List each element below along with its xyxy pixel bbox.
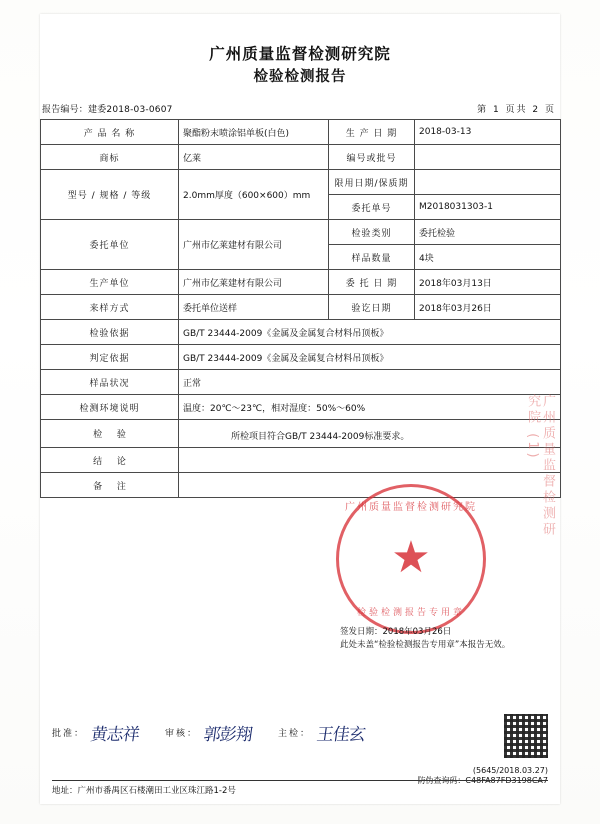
entrust-date-label: 委 托 日 期 — [329, 270, 415, 295]
seal-top-text: 广州质量监督检测研究院 — [345, 502, 477, 513]
qr-code-icon — [504, 714, 548, 758]
report-number: 报告编号：建委2018-03-0607 — [42, 105, 173, 116]
table-row — [41, 170, 561, 195]
report-header — [40, 14, 560, 88]
sample-state-label: 样品状况 — [41, 370, 179, 395]
seal-ring — [336, 484, 486, 634]
seal-bottom-text: 检验检测报告专用章 — [356, 608, 465, 618]
batch-label: 编号或批号 — [329, 145, 415, 170]
table-row — [41, 345, 561, 370]
inspection-type-label: 检验类别 — [329, 220, 415, 245]
criterion-label: 判定依据 — [41, 345, 179, 370]
manufacturer-value: 广州市亿莱建材有限公司 — [179, 270, 329, 295]
table-row — [41, 370, 561, 395]
basis-value: GB/T 23444-2009《金属及金属复合材料吊顶板》 — [179, 320, 561, 345]
entrust-no-label: 委托单号 — [329, 195, 415, 220]
remark-value — [179, 473, 561, 498]
table-row — [41, 448, 561, 473]
model-value: 2.0mm厚度（600×600）mm — [179, 170, 329, 220]
valid-date-value — [415, 170, 561, 195]
footer-address: 地址：广州市番禺区石楼潮田工业区珠江路1-2号 — [52, 786, 236, 796]
sampling-value: 委托单位送样 — [179, 295, 329, 320]
issue-disclaimer: 此处未盖“检验检测报告专用章”本报告无效。 — [340, 639, 511, 650]
inspect-label: 主检： — [278, 729, 312, 739]
review-group — [165, 720, 252, 745]
product-name-value: 聚酯粉末喷涂铝单板(白色) — [179, 120, 329, 145]
client-label: 委托单位 — [41, 220, 179, 270]
remark-label: 备 注 — [41, 473, 179, 498]
report-table — [40, 119, 561, 498]
conclusion-label: 结 论 — [41, 448, 179, 473]
manufacturer-label: 生产单位 — [41, 270, 179, 295]
footer-divider — [52, 780, 548, 781]
inspect-group — [278, 720, 365, 745]
side-seal-text: 广州质量监督检测研究院 (1) — [525, 394, 555, 538]
basis-label: 检验依据 — [41, 320, 179, 345]
received-date-label: 验讫日期 — [329, 295, 415, 320]
table-row — [41, 395, 561, 420]
inspection-type-value: 委托检验 — [415, 220, 561, 245]
approve-label: 批准： — [52, 729, 86, 739]
serial-number: (5645/2018.03.27) — [472, 766, 548, 775]
table-row — [41, 120, 561, 145]
issuing-organization: 广州质量监督检测研究院 — [209, 45, 391, 63]
received-date-value: 2018年03月26日 — [415, 295, 561, 320]
inspect-signature: 王佳玄 — [315, 725, 367, 745]
criterion-value: GB/T 23444-2009《金属及金属复合材料吊顶板》 — [179, 345, 561, 370]
prod-date-value: 2018-03-13 — [415, 120, 561, 145]
product-name-label: 产 品 名 称 — [41, 120, 179, 145]
prod-date-label: 生 产 日 期 — [329, 120, 415, 145]
sample-state-value: 正常 — [179, 370, 561, 395]
client-value: 广州市亿莱建材有限公司 — [179, 220, 329, 270]
table-row — [41, 420, 561, 448]
valid-date-label: 限用日期/保质期 — [329, 170, 415, 195]
official-seal — [336, 484, 486, 634]
sample-qty-label: 样品数量 — [329, 245, 415, 270]
table-row — [41, 320, 561, 345]
model-label: 型号 / 规格 / 等级 — [41, 170, 179, 220]
batch-value — [415, 145, 561, 170]
table-row — [41, 295, 561, 320]
table-row — [41, 270, 561, 295]
code-line — [417, 766, 548, 786]
sample-qty-value: 4块 — [415, 245, 561, 270]
sampling-label: 来样方式 — [41, 295, 179, 320]
subheader-row — [42, 102, 558, 115]
verify-code: 防伪查询码：C48FA87FD3198CA7 — [417, 776, 548, 785]
conclusion-value: 所检项目符合GB/T 23444-2009标准要求。 — [179, 420, 561, 448]
env-value: 温度：20℃～23℃，相对湿度：50%～60% — [179, 395, 561, 420]
report-sheet — [40, 14, 560, 804]
approve-group — [52, 720, 139, 745]
conclusion-blank — [179, 448, 561, 473]
table-row — [41, 220, 561, 245]
signature-row — [52, 720, 548, 745]
brand-value: 亿莱 — [179, 145, 329, 170]
footer — [52, 784, 548, 796]
review-label: 审核： — [165, 729, 199, 739]
issue-block — [340, 626, 510, 652]
entrust-date-value: 2018年03月13日 — [415, 270, 561, 295]
entrust-no-value: M2018031303-1 — [415, 195, 561, 220]
table-row — [41, 473, 561, 498]
approve-signature: 黄志祥 — [89, 725, 141, 745]
table-row — [41, 145, 561, 170]
brand-label: 商标 — [41, 145, 179, 170]
page-indicator: 第 1 页共 2 页 — [477, 105, 556, 116]
env-label: 检测环境说明 — [41, 395, 179, 420]
review-signature: 郭彭翔 — [202, 725, 254, 745]
issue-date: 签发日期：2018年03月26日 — [340, 627, 452, 637]
page-title: 检验检测报告 — [253, 69, 347, 86]
star-icon: ★ — [391, 532, 431, 584]
inspection-label: 检 验 — [41, 420, 179, 448]
